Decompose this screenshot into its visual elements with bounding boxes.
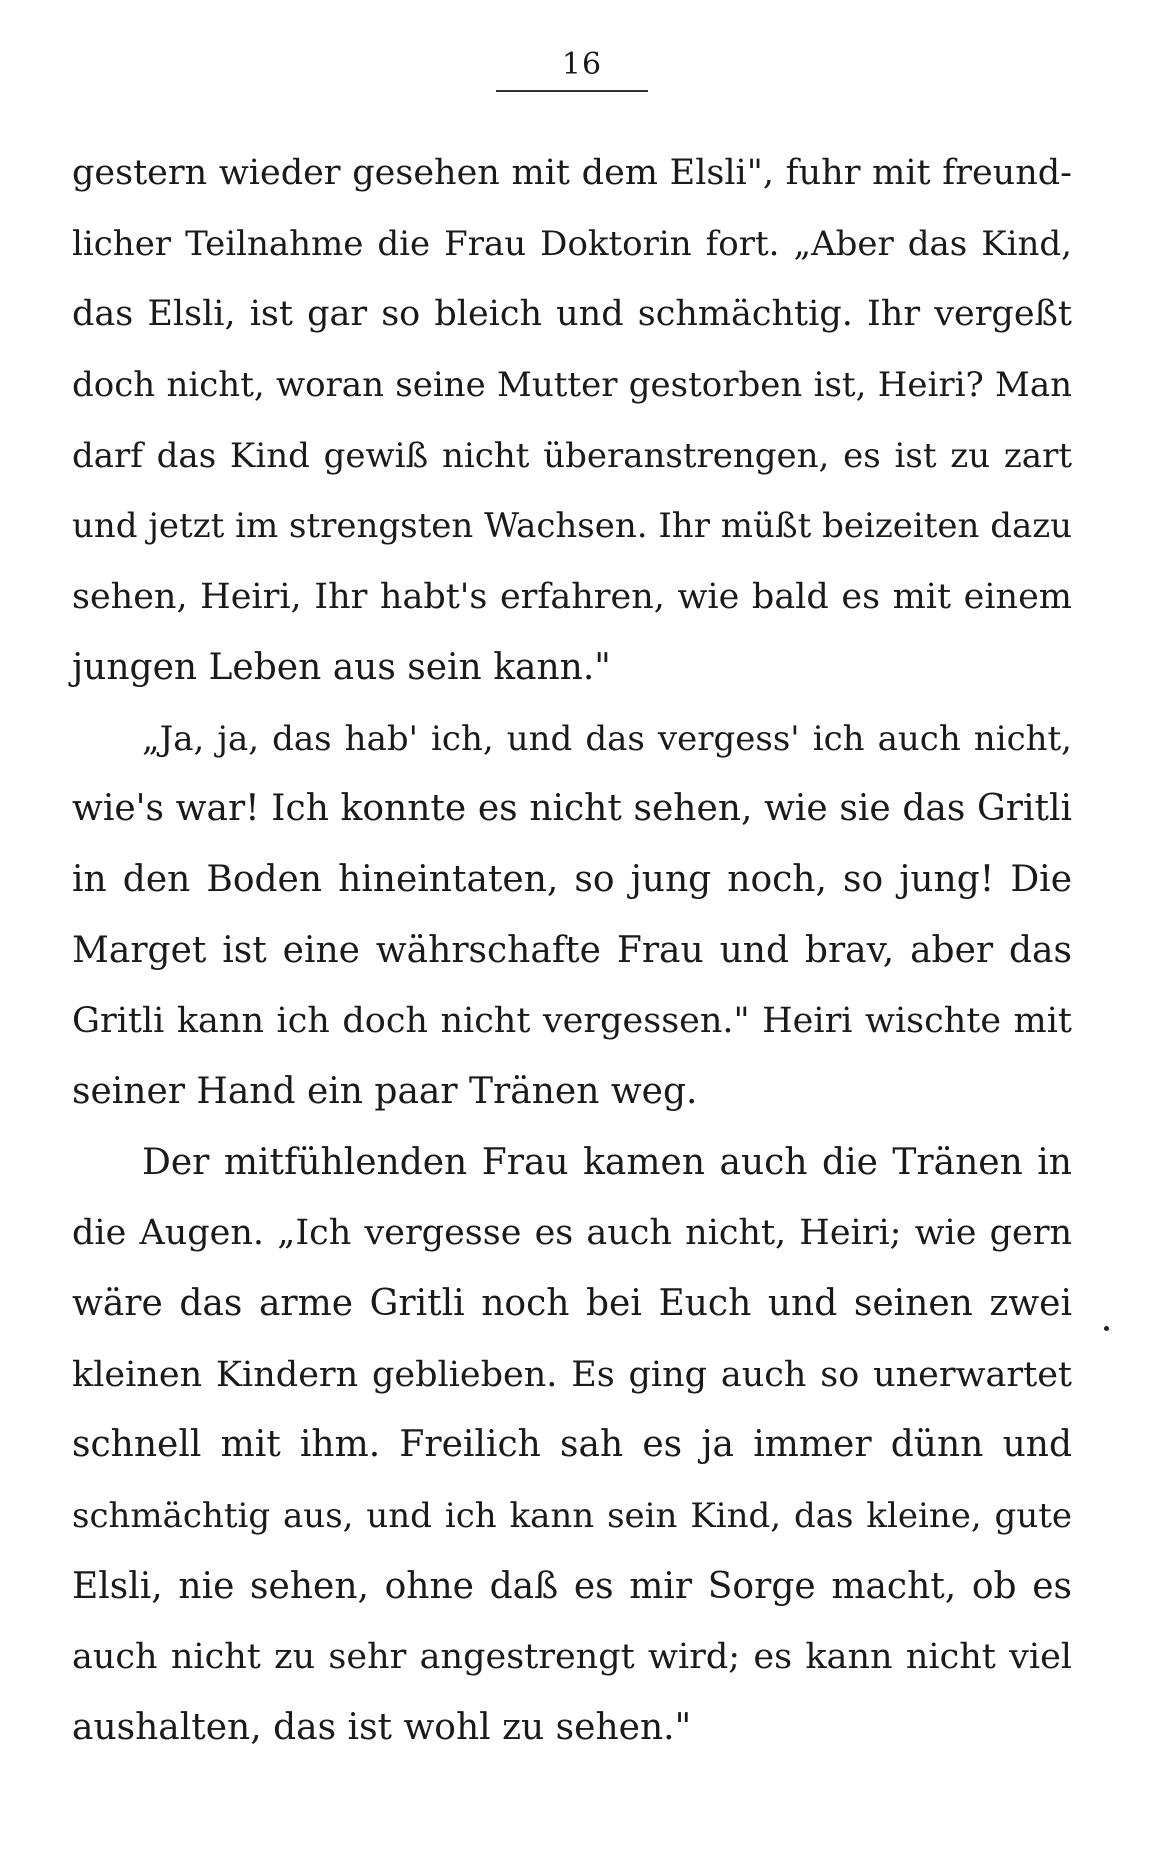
text-line: wie's war! Ich konnte es nicht sehen, wie sie das Gritli: [72, 788, 1072, 830]
text-line: die Augen. „Ich vergesse es auch nicht, Heiri; wie gern: [72, 1213, 1072, 1254]
text-line: sehen, Heiri, Ihr habt's erfahren, wie bald es mit einem: [72, 577, 1072, 618]
text-line: darf das Kind gewiß nicht überanstrengen, es ist zu zart: [72, 435, 1072, 476]
text-line: „Ja, ja, das hab' ich, und das vergess' ich auch nicht,: [142, 718, 1072, 759]
header-rule: [496, 90, 648, 92]
text-line: schnell mit ihm. Freilich sah es ja immer dünn und: [72, 1424, 1072, 1466]
text-line: Marget ist eine währschafte Frau und brav, aber das: [72, 929, 1072, 971]
text-line: und jetzt im strengsten Wachsen. Ihr müßt beizeiten dazu: [72, 506, 1073, 547]
text-line: Elsli, nie sehen, ohne daß es mir Sorge macht, ob es: [72, 1565, 1072, 1607]
body-text: [72, 138, 1072, 1764]
text-line: schmächtig aus, und ich kann sein Kind, das kleine, gute: [72, 1496, 1072, 1537]
text-line: seiner Hand ein paar Tränen weg.: [72, 1070, 698, 1112]
text-line: doch nicht, woran seine Mutter gestorben ist, Heiri? Man: [72, 365, 1072, 406]
ink-speck: [1104, 1326, 1109, 1331]
text-line: Der mitfühlenden Frau kamen auch die Tränen in: [142, 1141, 1072, 1183]
text-line: in den Boden hineintaten, so jung noch, so jung! Die: [72, 858, 1072, 900]
text-line: jungen Leben aus sein kann.": [72, 646, 611, 688]
text-line: wäre das arme Gritli noch bei Euch und seinen zwei: [72, 1283, 1072, 1324]
text-line: Gritli kann ich doch nicht vergessen." Heiri wischte mit: [72, 1001, 1072, 1042]
text-line: aushalten, das ist wohl zu sehen.": [72, 1707, 692, 1749]
text-line: licher Teilnahme die Frau Doktorin fort. „Aber das Kind,: [72, 223, 1072, 264]
text-line: gestern wieder gesehen mit dem Elsli", fuhr mit freund-: [72, 153, 1072, 193]
text-line: das Elsli, ist gar so bleich und schmächtig. Ihr vergeßt: [72, 294, 1072, 335]
page-number: 16: [561, 47, 603, 82]
text-line: kleinen Kindern geblieben. Es ging auch so unerwartet: [72, 1354, 1072, 1395]
text-line: auch nicht zu sehr angestrengt wird; es kann nicht viel: [72, 1637, 1072, 1678]
